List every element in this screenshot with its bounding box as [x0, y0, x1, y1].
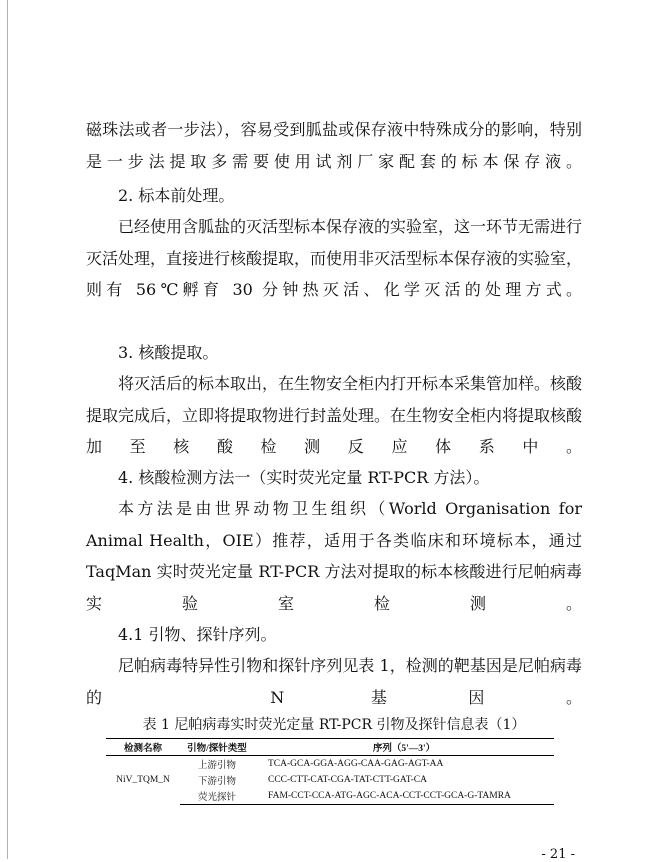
heading-4: 4. 核酸检测方法一（实时荧光定量 RT-PCR 方法）。 — [118, 468, 490, 487]
type-cell: 荧光探针 — [180, 788, 254, 805]
paragraph-9: 尼帕病毒特异性引物和探针序列见表 1，检测的靶基因是尼帕病毒的 N 基因。 — [86, 656, 582, 707]
sequence-cell: FAM-CCT-CCA-ATG-AGC-ACA-CCT-CCT-GCA-G-TAMRA — [254, 788, 554, 805]
margin-line — [7, 0, 8, 859]
type-cell: 上游引物 — [197, 761, 236, 771]
header-target-name: 检测名称 — [106, 739, 180, 756]
header-type: 引物/探针类型 — [180, 739, 254, 756]
paragraph-5: 将灭活后的标本取出，在生物安全柜内打开标本采集管加样。核酸提取完成后，立即将提取物进行封盖处理。在生物安全柜内将提取核酸加至核酸检测反应体系中。 — [86, 374, 583, 456]
sequence-cell: TCA-GCA-GGA-AGG-CAA-GAG-AGT-AA — [268, 759, 444, 769]
page-number: - 21 - — [541, 847, 575, 862]
table-header-row — [106, 739, 554, 756]
type-cell: 下游引物 — [197, 777, 236, 787]
heading-2: 2. 标本前处理。 — [118, 186, 235, 205]
table-caption: 表 1 尼帕病毒实时荧光定量 RT-PCR 引物及探针信息表（1） — [142, 717, 526, 733]
table-row — [106, 756, 554, 773]
heading-4-1: 4.1 引物、探针序列。 — [118, 625, 277, 644]
sequence-cell: CCC-CTT-CAT-CGA-TAT-CTT-GAT-CA — [268, 775, 428, 785]
paragraph-1: 磁珠法或者一步法），容易受到胍盐或保存液中特殊成分的影响，特别是一步法提取多需要使用试剂厂家配套的标本保存液。 — [86, 120, 582, 171]
paragraph-7: 本方法是由世界动物卫生组织（World Organisation for Animal Health，OIE）推荐，适用于各类临床和环境标本，通过 TaqMan 实时荧光定量 RT-PCR 方法对提取的标本核酸进行尼帕病毒实验室检测。 — [86, 499, 582, 613]
primer-probe-table — [106, 738, 554, 805]
target-name-cell: NiV_TQM_N — [116, 775, 170, 786]
heading-3: 3. 核酸提取。 — [118, 343, 219, 362]
header-sequence: 序列（5'—3'） — [254, 739, 554, 756]
paragraph-3: 已经使用含胍盐的灭活型标本保存液的实验室，这一环节无需进行灭活处理，直接进行核酸提取，而使用非灭活型标本保存液的实验室，则有 56℃孵育 30 分钟热灭活、化学灭活的处理方式。 — [86, 217, 583, 299]
